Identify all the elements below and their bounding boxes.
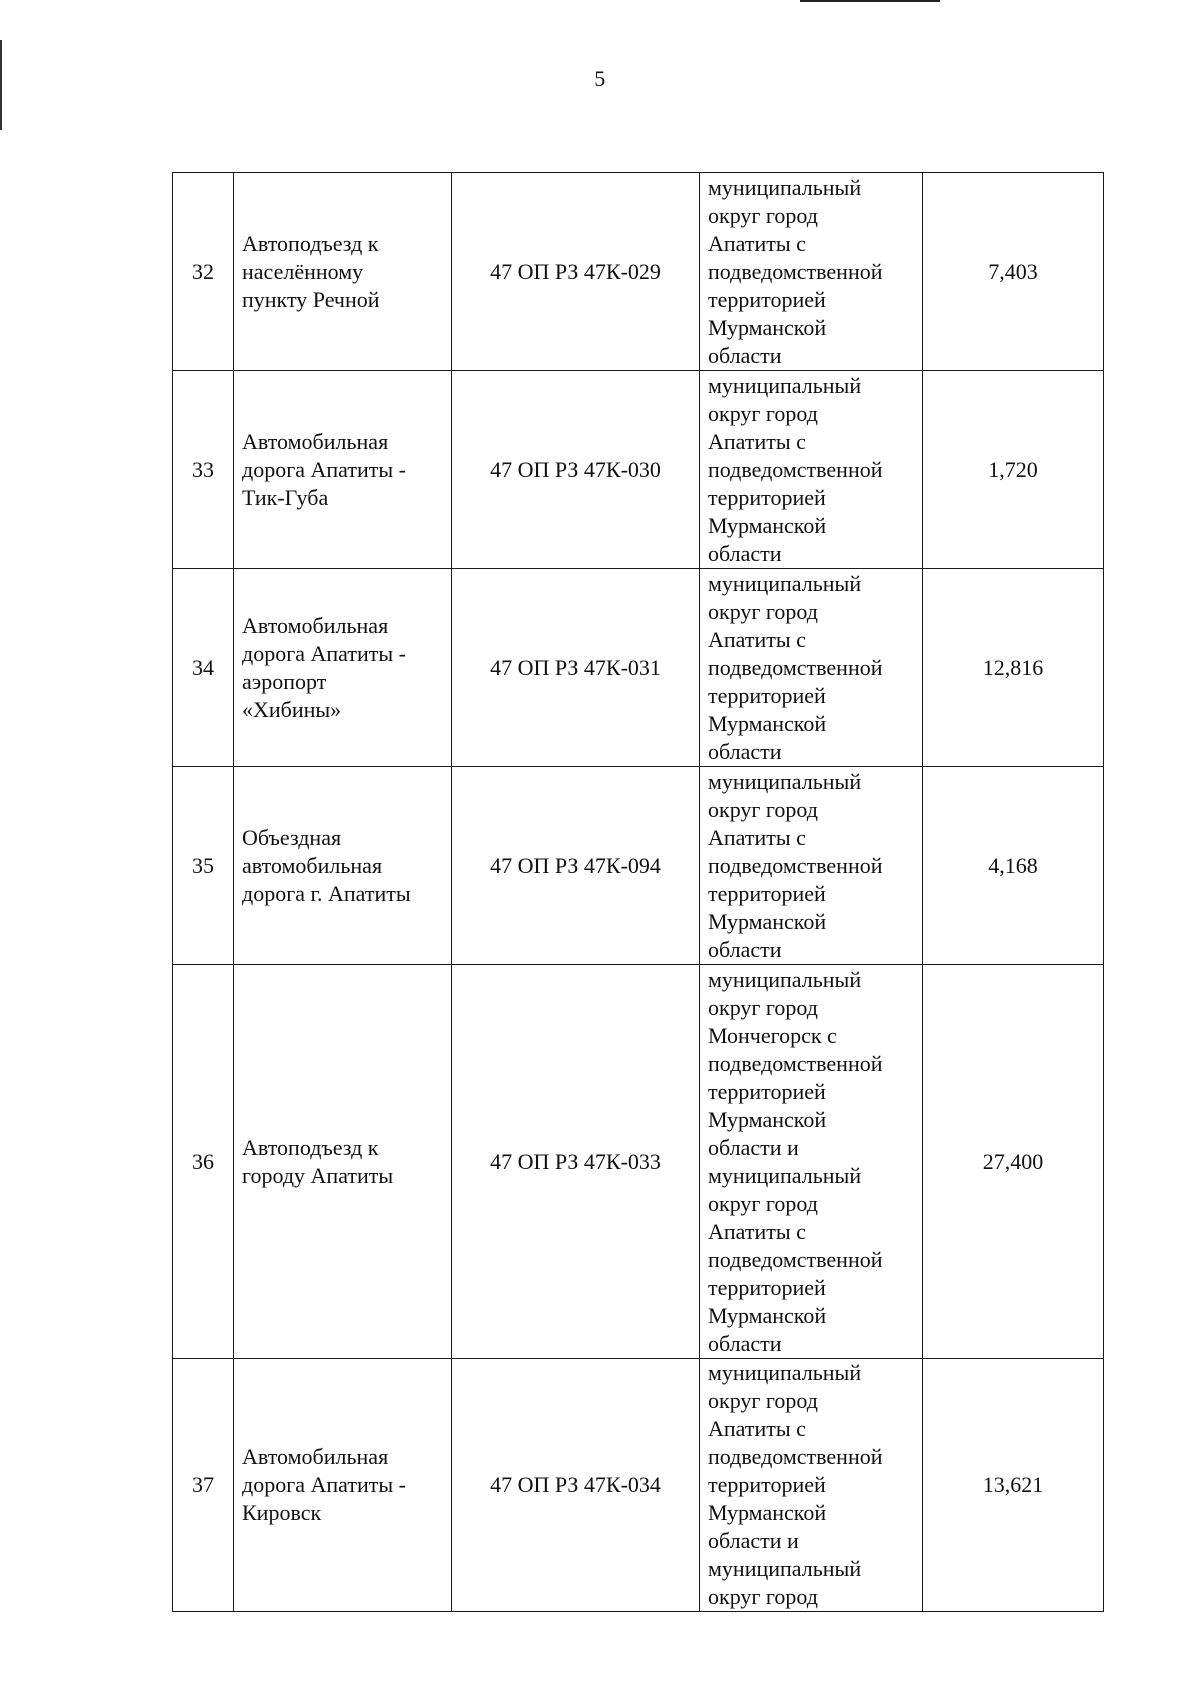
road-code: 47 ОП РЗ 47К-094 [452,767,700,965]
municipality: муниципальный округ город Апатиты с подведомственной территорией Мурманской области [700,371,923,569]
page-number: 5 [594,66,606,91]
municipality: муниципальный округ город Апатиты с подведомственной территорией Мурманской области [700,767,923,965]
row-number: 34 [173,569,234,767]
road-name: Объездная автомобильная дорога г. Апатиты [234,767,452,965]
municipality: муниципальный округ город Апатиты с подведомственной территорией Мурманской области [700,173,923,371]
road-length: 12,816 [923,569,1104,767]
municipality: муниципальный округ город Апатиты с подведомственной территорией Мурманской области и муниципальный округ город [700,1359,923,1612]
row-number: 32 [173,173,234,371]
table-row [173,173,1104,371]
scan-top-mark [800,0,940,2]
roads-table [172,172,1104,1612]
table-row [173,767,1104,965]
table-row [173,569,1104,767]
road-code: 47 ОП РЗ 47К-033 [452,965,700,1359]
municipality: муниципальный округ город Апатиты с подведомственной территорией Мурманской области [700,569,923,767]
road-code: 47 ОП РЗ 47К-031 [452,569,700,767]
road-length: 7,403 [923,173,1104,371]
table-row [173,965,1104,1359]
road-code: 47 ОП РЗ 47К-029 [452,173,700,371]
road-name: Автоподъезд к городу Апатиты [234,965,452,1359]
table-row [173,371,1104,569]
row-number: 35 [173,767,234,965]
road-name: Автомобильная дорога Апатиты - аэропорт «Хибины» [234,569,452,767]
row-number: 37 [173,1359,234,1612]
row-number: 33 [173,371,234,569]
road-code: 47 ОП РЗ 47К-034 [452,1359,700,1612]
road-name: Автоподъезд к населённому пункту Речной [234,173,452,371]
road-length: 4,168 [923,767,1104,965]
road-code: 47 ОП РЗ 47К-030 [452,371,700,569]
road-length: 13,621 [923,1359,1104,1612]
road-length: 1,720 [923,371,1104,569]
road-length: 27,400 [923,965,1104,1359]
road-name: Автомобильная дорога Апатиты - Кировск [234,1359,452,1612]
table-row [173,1359,1104,1612]
municipality: муниципальный округ город Мончегорск с подведомственной территорией Мурманской области и муниципальный округ город Апатиты с подведомственной территорией Мурманской области [700,965,923,1359]
row-number: 36 [173,965,234,1359]
road-name: Автомобильная дорога Апатиты - Тик-Губа [234,371,452,569]
